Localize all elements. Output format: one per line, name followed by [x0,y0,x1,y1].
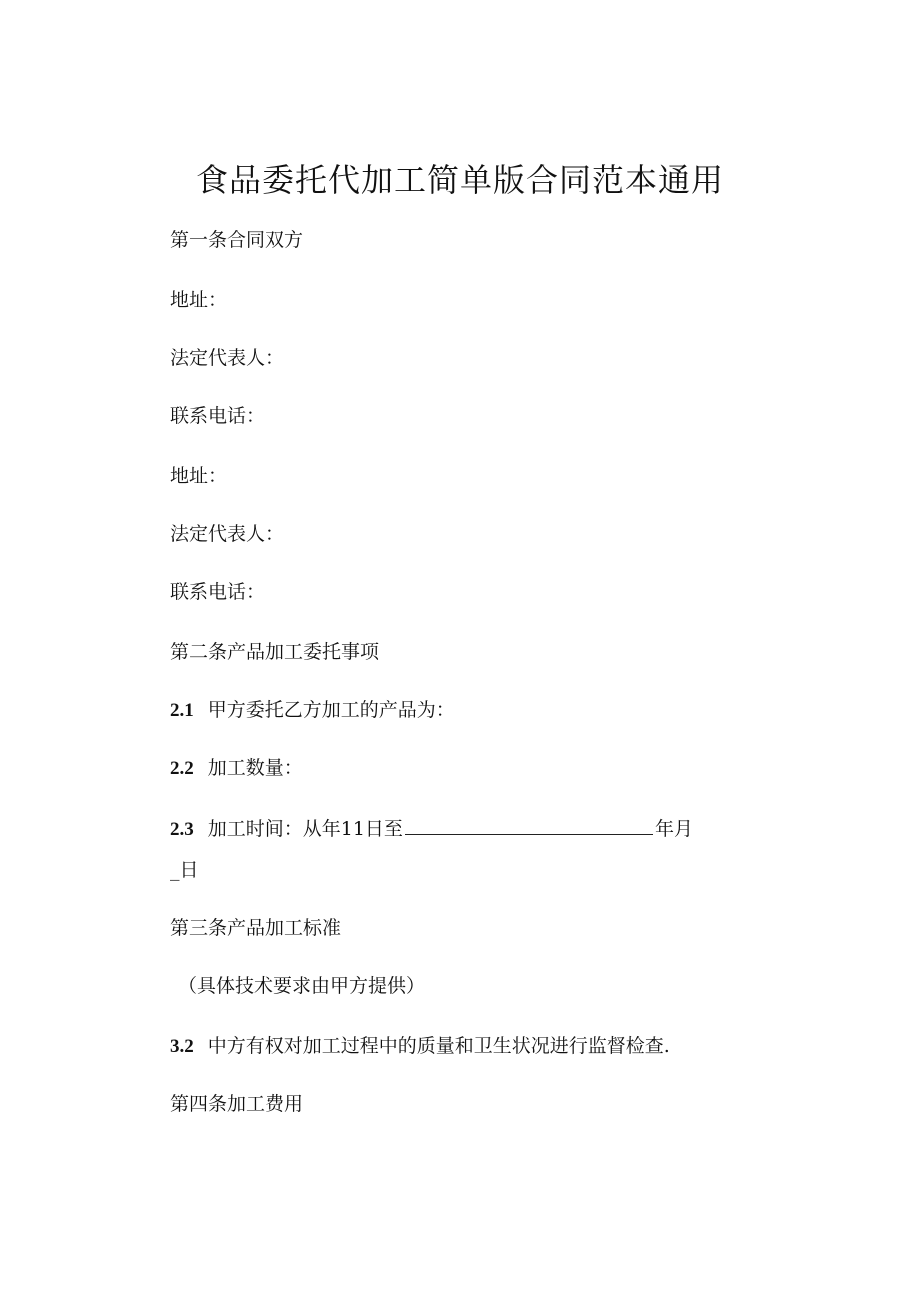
clause-text-end: 年月 [654,818,693,840]
party-b-phone: 联系电话： [170,581,266,603]
party-b-address: 地址： [170,465,228,487]
document-title: 食品委托代加工简单版合同范本通用 [195,161,724,199]
article1-heading: 第一条合同双方 [170,229,304,251]
clause-2-2 [170,754,303,783]
article3-note: （具体技术要求由甲方提供） [178,975,426,997]
clause-number: 2.1 [170,700,194,721]
party-a-address: 地址： [170,289,228,311]
article2-heading: 第二条产品加工委托事项 [170,641,380,663]
clause-number: 3.2 [170,1036,194,1057]
clause-2-3 [170,814,693,844]
clause-number: 2.3 [170,819,194,840]
party-b-legal-rep: 法定代表人： [170,523,285,545]
clause-3-2 [170,1032,670,1061]
clause-number: 2.2 [170,758,194,779]
clause-text: 加工时间：从年11日至 [207,818,403,840]
article4-heading: 第四条加工费用 [170,1093,304,1115]
party-a-phone: 联系电话： [170,405,266,427]
clause-2-1 [170,696,455,725]
article3-heading: 第三条产品加工标准 [170,917,342,939]
fill-in-blank [405,814,653,835]
clause-text: 中方有权对加工过程中的质量和卫生状况进行监督检查. [207,1035,670,1057]
clause-2-3-continuation: _日 [170,859,199,881]
party-a-legal-rep: 法定代表人： [170,347,285,369]
clause-text: 甲方委托乙方加工的产品为： [207,699,455,721]
clause-text: 加工数量： [207,757,303,779]
